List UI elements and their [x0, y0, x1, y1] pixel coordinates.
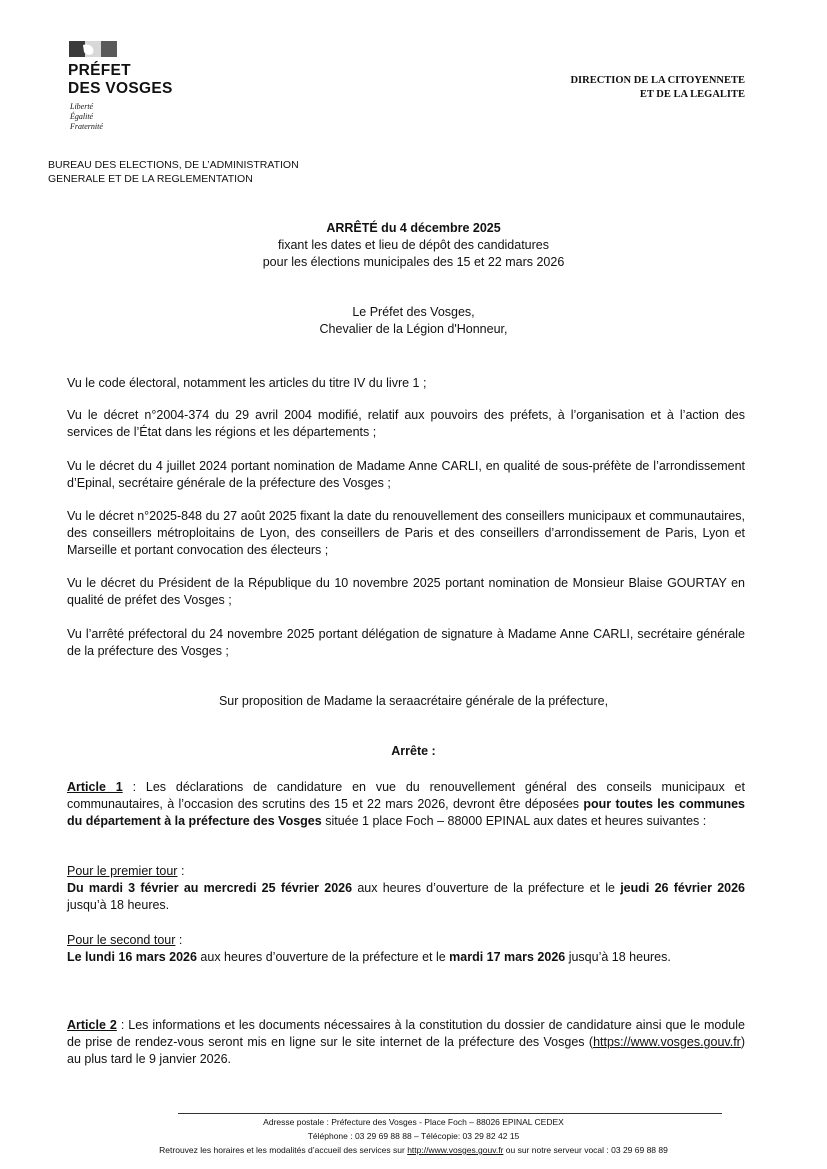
second-round-label: Pour le second tour	[67, 933, 176, 947]
second-round: Pour le second tour : Le lundi 16 mars 2026 aux heures d’ouverture de la préfecture et le mardi 17 mars 2026 jusqu’à 18 heures.	[67, 933, 671, 964]
direction-heading	[570, 74, 745, 102]
prefet-line2: Chevalier de la Légion d'Honneur,	[319, 322, 508, 336]
visa-paragraph: Vu le décret du Président de la République du 10 novembre 2025 portant nomination de Monsieur Blaise GOURTAY en qualité de préfet des Vosges ;	[67, 576, 745, 607]
first-round-deadline: jeudi 26 février 2026	[620, 881, 746, 895]
proposition-line: Sur proposition de Madame la seraacrétaire générale de la préfecture,	[218, 694, 609, 708]
article-1-text: : Les déclarations de candidature en vue du renouvellement général des conseils municipaux et communautaires, à l’occasion des scrutins des 15 et 22 mars 2026, devront être déposées	[67, 780, 745, 811]
article-2-text: : Les informations et les documents nécessaires à la constitution du dossier de candidature ainsi que le module de prise de rendez-vous seront mis en ligne sur le site internet de la préfecture des Vosges (	[67, 1018, 745, 1049]
footer-phone: Téléphone : 03 29 69 88 88 – Télécopie: 03 29 82 42 15	[307, 1131, 520, 1141]
first-round-label: Pour le premier tour	[67, 864, 178, 878]
footer-hours-text: Retrouvez les horaires et les modalités d’accueil des services sur	[159, 1145, 408, 1155]
article-2	[67, 1017, 745, 1068]
motto-liberte: Liberté	[70, 102, 94, 111]
prefecture-line2: DES VOSGES	[68, 80, 173, 97]
motto-fraternite: Fraternité	[70, 122, 103, 131]
second-round-text: aux heures d’ouverture de la préfecture et le	[196, 950, 450, 964]
prefet-line1: Le Préfet des Vosges,	[352, 305, 475, 319]
footer-vocal: ou sur notre serveur vocal : 03 29 69 88 89	[503, 1145, 668, 1155]
title-line1: ARRÊTÉ du 4 décembre 2025	[326, 221, 501, 235]
direction-line2: ET DE LA LEGALITE	[639, 89, 745, 100]
republic-motto	[70, 102, 103, 132]
prefet-intro	[0, 304, 827, 338]
article-1-bold: pour toutes les communes du département à la préfecture des Vosges	[67, 797, 745, 828]
bureau-heading	[48, 158, 299, 186]
footer-address: Adresse postale : Préfecture des Vosges - Place Foch – 88026 EPINAL CEDEX	[263, 1117, 564, 1127]
visa-paragraph: Vu le décret n°2025-848 du 27 août 2025 fixant la date du renouvellement des conseillers municipaux et communautaires, des conseillers métroploitains de Lyon, des conseillers de Paris et des conseillers d’arrondissement de Paris, Lyon et Marseille et portant convocation des électeurs ;	[67, 509, 745, 557]
title-line3: pour les élections municipales des 15 et 22 mars 2026	[262, 255, 565, 269]
bureau-line1: BUREAU DES ELECTIONS, DE L’ADMINISTRATION	[48, 159, 299, 171]
second-round-hours: jusqu’à 18 heures.	[565, 950, 671, 964]
bureau-line2: GENERALE ET DE LA REGLEMENTATION	[48, 173, 253, 185]
title-line2: fixant les dates et lieu de dépôt des candidatures	[277, 238, 549, 252]
prefecture-line1: PRÉFET	[68, 62, 131, 79]
arrete-heading: Arrête :	[391, 744, 436, 758]
motto-egalite: Égalité	[70, 112, 94, 121]
visa-paragraph: Vu le décret du 4 juillet 2024 portant nomination de Madame Anne CARLI, en qualité de sous-préfète de l’arrondissement d’Epinal, secrétaire générale de la préfecture des Vosges ;	[67, 459, 745, 490]
footer-hours	[0, 1145, 827, 1156]
second-round-deadline: mardi 17 mars 2026	[449, 950, 566, 964]
document-title	[0, 220, 827, 271]
visa-paragraph: Vu l’arrêté préfectoral du 24 novembre 2025 portant délégation de signature à Madame Anne CARLI, secrétaire générale de la préfecture des Vosges ;	[67, 627, 745, 658]
first-round: Pour le premier tour : Du mardi 3 février au mercredi 25 février 2026 aux heures d’ouverture de la préfecture et le jeudi 26 février 2026 jusqu’à 18 heures.	[67, 864, 746, 912]
first-round-hours: jusqu’à 18 heures.	[67, 898, 170, 912]
article-2-text-end: ) au plus tard le 9 janvier 2026.	[67, 1035, 745, 1066]
marianne-logo-icon	[69, 41, 117, 57]
visa-paragraph: Vu le code électoral, notamment les articles du titre IV du livre 1 ;	[67, 376, 427, 390]
direction-line1: DIRECTION DE LA CITOYENNETE	[570, 75, 745, 86]
article-1	[67, 779, 745, 830]
prefecture-website-link[interactable]: https://www.vosges.gouv.fr	[593, 1035, 741, 1049]
first-round-text: aux heures d’ouverture de la préfecture et le	[352, 881, 621, 895]
second-round-dates: Le lundi 16 mars 2026	[67, 950, 197, 964]
prefecture-name	[68, 62, 173, 98]
article-1-label: Article 1	[67, 780, 123, 794]
footer-divider	[178, 1113, 722, 1114]
article-2-label: Article 2	[67, 1018, 117, 1032]
first-round-dates: Du mardi 3 février au mercredi 25 février 2026	[67, 881, 353, 895]
visa-paragraph: Vu le décret n°2004-374 du 29 avril 2004 modifié, relatif aux pouvoirs des préfets, à l’organisation et à l’action des services de l’État dans les régions et les départements ;	[67, 408, 745, 439]
article-1-text-end: située 1 place Foch – 88000 EPINAL aux dates et heures suivantes :	[321, 814, 707, 828]
footer-website-link[interactable]: http://www.vosges.gouv.fr	[407, 1145, 504, 1155]
